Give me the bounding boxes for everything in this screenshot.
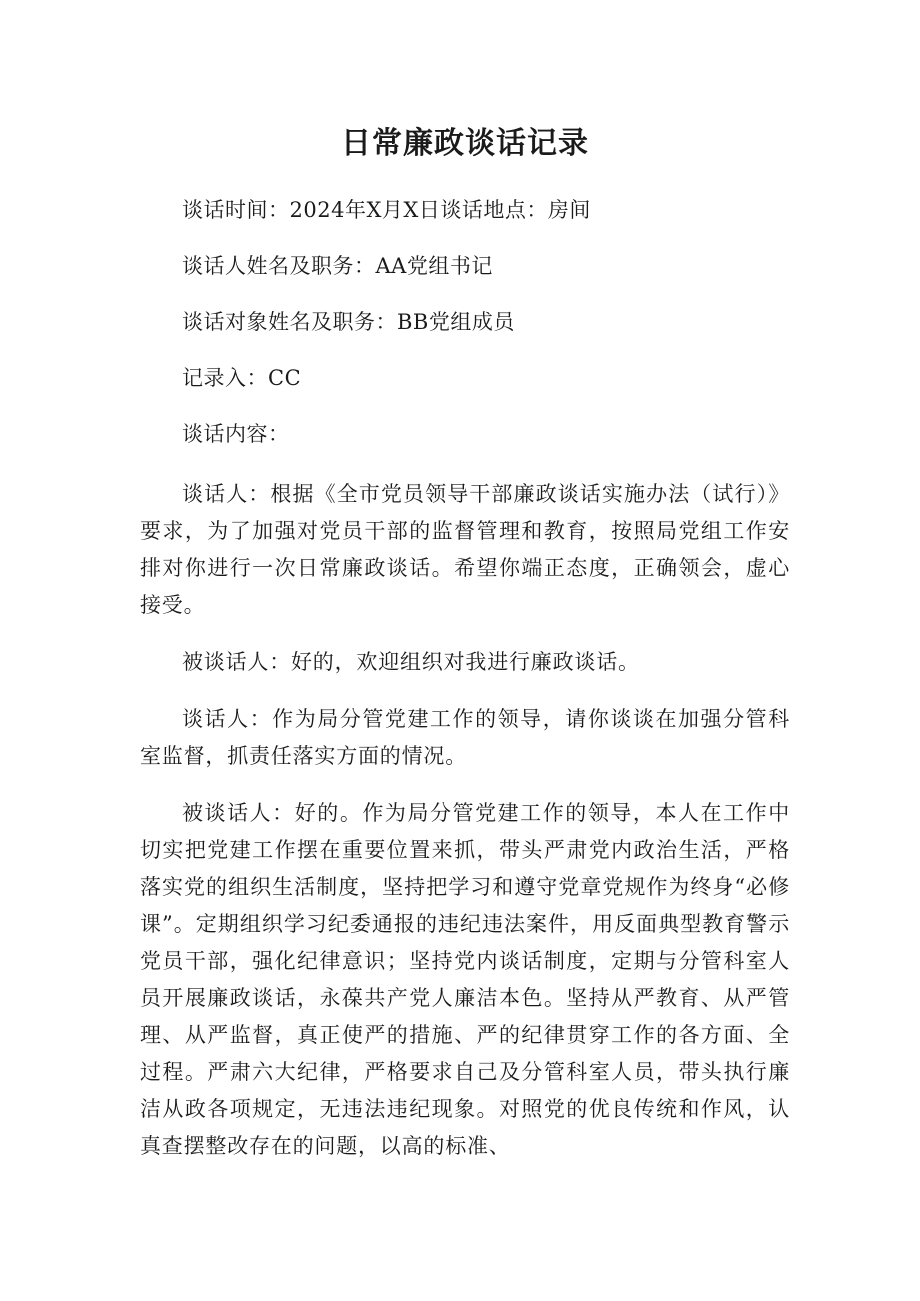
- meta-target: 谈话对象姓名及职务：BB党组成员: [182, 310, 515, 334]
- paragraph: 被谈话人：好的，欢迎组织对我进行廉政谈话。: [182, 650, 640, 674]
- meta-speaker: 谈话人姓名及职务：AA党组书记: [182, 254, 493, 278]
- paragraph: 谈话人：根据《全市党员领导干部廉政谈话实施办法（试行）》要求，为了加强对党员干部的监督管理和教育，按照局党组工作安排对你进行一次日常廉政谈话。希望你端正态度，正确领会，虚心接受。: [140, 482, 790, 617]
- document-page: [140, 118, 790, 1185]
- paragraph: 被谈话人：好的。作为局分管党建工作的领导，本人在工作中切实把党建工作摆在重要位置来抓，带头严肃党内政治生活，严格落实党的组织生活制度，坚持把学习和遵守党章党规作为终身“必修课”。定期组织学习纪委通报的违纪违法案件，用反面典型教育警示党员干部，强化纪律意识；坚持党内谈话制度，定期与分管科室人员开展廉政谈话，永葆共产党人廉洁本色。坚持从严教育、从严管理、从严监督，真正使严的措施、严的纪律贯穿工作的各方面、全过程。严肃六大纪律，严格要求自己及分管科室人员，带头执行廉洁从政各项规定，无违法违纪现象。对照党的优良传统和作风，认真查摆整改存在的问题，以高的标准、: [140, 801, 790, 1158]
- meta-time-place: 谈话时间：2024年X月X日谈话地点：房间: [182, 198, 591, 222]
- meta-content-label: 谈话内容：: [182, 422, 290, 446]
- document-title: 日常廉政谈话记录: [341, 126, 589, 161]
- meta-recorder: 记录入：CC: [182, 366, 302, 390]
- paragraph: 谈话人：作为局分管党建工作的领导，请你谈谈在加强分管科室监督，抓责任落实方面的情况。: [140, 707, 790, 768]
